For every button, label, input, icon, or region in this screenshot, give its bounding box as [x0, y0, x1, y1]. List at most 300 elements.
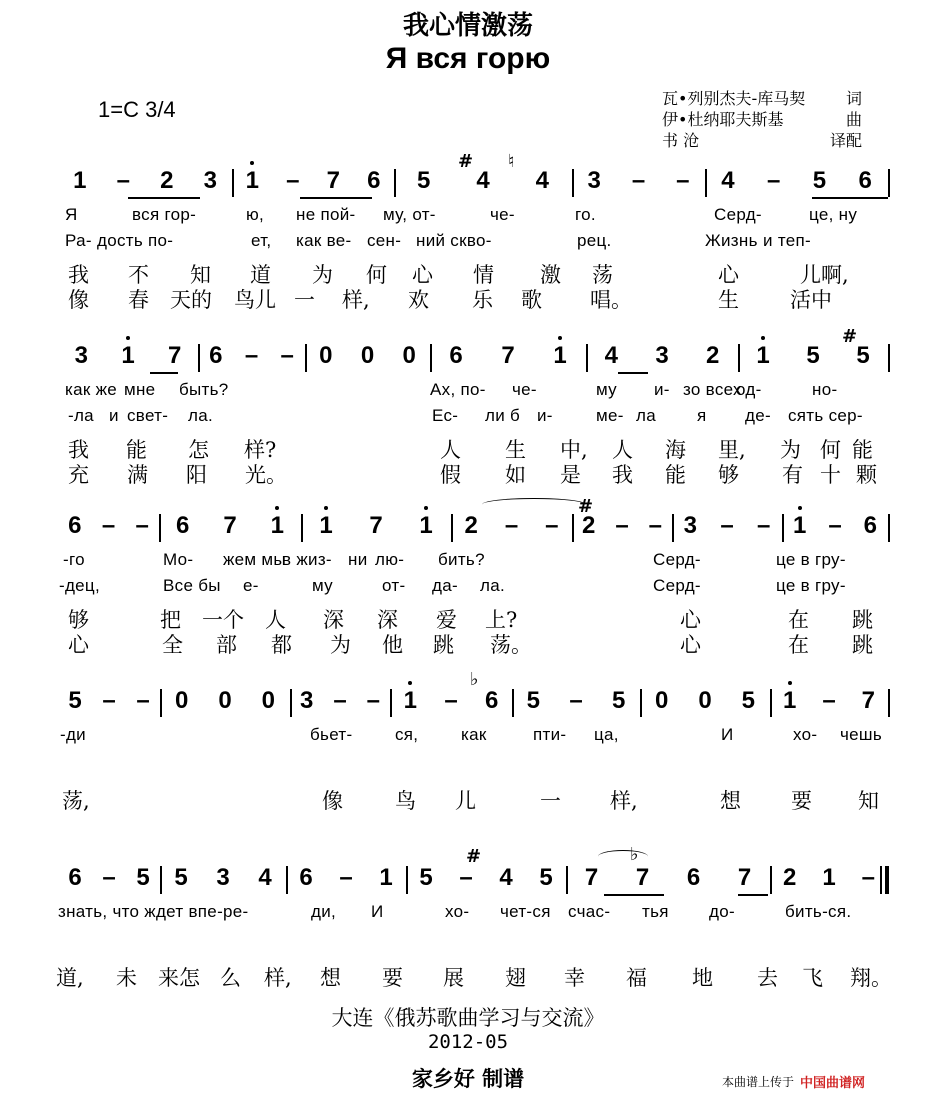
- ru2-syllable: ла.: [188, 406, 213, 425]
- note-0: 0: [654, 687, 669, 714]
- cn2-syllable: 乐: [472, 288, 493, 312]
- cn1-syllable: 生: [505, 438, 526, 462]
- watermark-logo: 中国曲谱网: [800, 1075, 866, 1090]
- note-5: 5: [741, 687, 755, 714]
- note-0: 0: [360, 342, 375, 369]
- cn1-syllable: 荡,: [62, 789, 90, 813]
- key-time-signature: 1=C 3/4: [98, 97, 176, 122]
- high-octave-dot: [558, 336, 562, 340]
- note-3: 3: [683, 512, 697, 539]
- cn1-syllable: 里,: [718, 438, 746, 462]
- cn1-syllable: 儿啊,: [800, 263, 849, 287]
- high-octave-dot: [424, 506, 428, 510]
- ru1-syllable: жем мы: [223, 550, 286, 569]
- note-1: 1: [379, 864, 393, 891]
- cn2-syllable: 心: [680, 633, 701, 657]
- cn1-syllable: 样,: [610, 789, 638, 813]
- barline: [290, 689, 292, 717]
- note-high-1: 1: [419, 512, 433, 539]
- barline: [451, 514, 453, 542]
- ru2-syllable: де-: [745, 406, 771, 425]
- ru1-syllable: ца,: [594, 725, 619, 744]
- note-5: 5: [539, 864, 553, 891]
- ru2-syllable: да-: [432, 576, 458, 595]
- eighth-underline: [604, 894, 664, 896]
- cn1-syllable: 心: [718, 263, 739, 287]
- cn1-syllable: 地: [692, 966, 713, 990]
- ru2-syllable: Все бы: [163, 576, 221, 595]
- cn2-syllable: 如: [505, 463, 526, 487]
- barline: [880, 866, 882, 894]
- ru2-syllable: ли б: [485, 406, 521, 425]
- note-7: 7: [501, 342, 515, 369]
- cn1-syllable: 去: [757, 966, 778, 990]
- barline: [888, 689, 890, 717]
- note-4: 4: [604, 342, 618, 369]
- note-6: 6: [686, 864, 701, 891]
- dash: –: [116, 167, 130, 194]
- cn1-syllable: 飞: [802, 966, 823, 990]
- cn2-syllable: 跳: [852, 633, 873, 657]
- note-0: 0: [402, 342, 416, 369]
- ru1-syllable: лю-: [375, 550, 405, 569]
- barline: [305, 344, 307, 372]
- barline: [430, 344, 432, 372]
- cn1-syllable: 道,: [56, 966, 84, 990]
- ru2-syllable: е-: [243, 576, 259, 595]
- ru1-syllable: му: [596, 380, 617, 399]
- note-4: 4: [721, 167, 735, 194]
- barline: [160, 689, 162, 717]
- ru1-syllable: це, ну: [809, 205, 858, 224]
- note-5: 5: [611, 687, 626, 714]
- cn2-syllable: 充: [68, 463, 89, 487]
- cn2-syllable: 全: [162, 633, 183, 657]
- note-6: 6: [863, 512, 877, 539]
- cn2-syllable: 像: [68, 288, 89, 312]
- note-3: 3: [587, 167, 601, 194]
- ru1-syllable: мне: [124, 380, 156, 399]
- cn1-syllable: 翔。: [850, 966, 892, 990]
- dash: –: [569, 687, 583, 714]
- ru1-syllable: Я: [65, 205, 78, 224]
- barline: [770, 689, 772, 717]
- note-4: 4: [499, 864, 513, 891]
- cn1-syllable: 样?: [244, 438, 277, 462]
- note-6: 6: [68, 512, 82, 539]
- note-6: 6: [484, 687, 499, 714]
- cn1-syllable: 中,: [560, 438, 588, 462]
- ru2-syllable: и теп-: [763, 231, 811, 250]
- note-7: 7: [326, 167, 340, 194]
- dash: –: [545, 512, 559, 539]
- note-6: 6: [449, 342, 463, 369]
- note-3: 3: [216, 864, 230, 891]
- cn1-syllable: 人: [440, 438, 461, 462]
- ru2-syllable: ет,: [251, 231, 272, 250]
- cn1-syllable: 一: [540, 789, 561, 813]
- cn1-syllable: 人: [612, 438, 633, 462]
- note-0: 0: [174, 687, 189, 714]
- note-high-1: 1: [270, 512, 284, 539]
- high-octave-dot: [788, 681, 792, 685]
- high-octave-dot: [126, 336, 130, 340]
- cn1-syllable: 我: [68, 438, 89, 462]
- note-2: 2: [581, 512, 596, 539]
- barline: [406, 866, 408, 894]
- note-3: 3: [299, 687, 314, 714]
- cn2-syllable: 歌: [521, 288, 542, 312]
- high-octave-dot: [761, 336, 765, 340]
- cn1-syllable: 够: [68, 608, 89, 632]
- ru1-syllable: -го: [63, 550, 85, 569]
- ru2-syllable: це в гру-: [776, 576, 846, 595]
- ru1-syllable: ни: [348, 550, 368, 569]
- dash: –: [861, 864, 875, 891]
- note-2: 2: [705, 342, 720, 369]
- ru2-syllable: ла.: [480, 576, 505, 595]
- ru2-syllable: и-: [537, 406, 553, 425]
- ru1-syllable: чешь: [840, 725, 883, 744]
- notes-row: [0, 862, 936, 896]
- ru1-syllable: зо всех: [683, 380, 742, 399]
- ru1-syllable: -ди: [60, 725, 86, 744]
- ru2-syllable: -дец,: [59, 576, 100, 595]
- watermark-text: 本曲谱上传于: [722, 1075, 795, 1089]
- cn1-syllable: 展: [443, 966, 464, 990]
- cn1-syllable: 深: [323, 608, 344, 632]
- cn1-syllable: 想: [320, 966, 341, 990]
- cn1-syllable: 荡: [592, 263, 613, 287]
- ru1-syllable: в жиз-: [282, 550, 332, 569]
- cn1-syllable: 深: [377, 608, 398, 632]
- cn1-syllable: 儿: [455, 789, 476, 813]
- barline: [888, 514, 890, 542]
- cn1-syllable: 要: [791, 789, 812, 813]
- dash: –: [102, 687, 116, 714]
- note-high-1: 1: [792, 512, 807, 539]
- cn2-syllable: 假: [440, 463, 461, 487]
- note-7: 7: [584, 864, 599, 891]
- note-2: 2: [782, 864, 797, 891]
- note-0: 0: [319, 342, 333, 369]
- dash: –: [504, 512, 519, 539]
- dash: –: [136, 687, 150, 714]
- note-2: 2: [160, 167, 174, 194]
- ru2-syllable: рец.: [577, 231, 612, 250]
- cn2-syllable: 在: [788, 633, 809, 657]
- barline: [572, 514, 574, 542]
- barline: [770, 866, 772, 894]
- notes-row: [0, 685, 936, 719]
- cn1-syllable: 情: [473, 263, 494, 287]
- ru2-syllable: свет-: [127, 406, 169, 425]
- ru1-syllable: че-: [490, 205, 515, 224]
- note-4: 4: [258, 864, 272, 891]
- sharp-sign: #: [458, 151, 474, 172]
- dash: –: [102, 864, 116, 891]
- watermark: [722, 1072, 865, 1091]
- cn1-syllable: 翅: [505, 966, 526, 990]
- cn1-syllable: 在: [788, 608, 809, 632]
- ru2-syllable: -ла: [68, 406, 94, 425]
- barline: [888, 344, 890, 372]
- slur-tie: [482, 498, 586, 511]
- cn2-syllable: 光。: [245, 463, 287, 487]
- cn1-syllable: 想: [720, 789, 741, 813]
- notes-row: [0, 510, 936, 544]
- barline: [394, 169, 396, 197]
- dash: –: [366, 687, 380, 714]
- ru1-syllable: хо-: [445, 902, 470, 921]
- ru1-syllable: Ах, по-: [430, 380, 486, 399]
- ru1-syllable: му, от-: [383, 205, 436, 224]
- cn1-syllable: 知: [858, 789, 879, 813]
- cn1-syllable: 激: [540, 263, 561, 287]
- natural-sign: ♮: [508, 151, 515, 172]
- credit-lyricist: 瓦•列别杰夫-库马契 词: [662, 89, 862, 108]
- cn2-syllable: 活中: [790, 288, 832, 312]
- cn2-syllable: 跳: [433, 633, 454, 657]
- cn1-syllable: 人: [265, 608, 286, 632]
- note-1: 1: [73, 167, 87, 194]
- ru1-syllable: од-: [736, 380, 762, 399]
- cn2-syllable: 唱。: [590, 288, 632, 312]
- ru1-syllable: как же: [65, 380, 118, 399]
- slur-tie: [598, 850, 648, 863]
- note-0: 0: [698, 687, 712, 714]
- sharp-sign: #: [466, 846, 482, 867]
- barline: [232, 169, 234, 197]
- ru1-syllable: И: [721, 725, 734, 744]
- cn2-syllable: 心: [68, 633, 89, 657]
- ru2-syllable: Серд-: [653, 576, 701, 595]
- note-5: 5: [812, 167, 827, 194]
- barline: [159, 514, 161, 542]
- notes-row: [0, 340, 936, 374]
- note-7: 7: [861, 687, 875, 714]
- note-6: 6: [68, 864, 82, 891]
- ru1-syllable: че-: [512, 380, 537, 399]
- note-high-1: 1: [756, 342, 770, 369]
- note-6: 6: [367, 167, 381, 194]
- ru1-syllable: ся,: [395, 725, 419, 744]
- note-6: 6: [299, 864, 313, 891]
- cn2-syllable: 鸟儿: [234, 288, 276, 312]
- cn2-syllable: 满: [127, 463, 148, 487]
- footer-maker: 家乡好 制谱: [411, 1066, 525, 1091]
- barline: [512, 689, 514, 717]
- ru2-syllable: сен-: [367, 231, 402, 250]
- ru1-syllable: Серд-: [653, 550, 701, 569]
- note-6: 6: [209, 342, 223, 369]
- cn1-syllable: 不: [128, 263, 149, 287]
- note-5: 5: [416, 167, 431, 194]
- dash: –: [615, 512, 629, 539]
- note-high-1: 1: [553, 342, 567, 369]
- credit-translator: 书 沧 译配: [662, 131, 862, 150]
- high-octave-dot: [798, 506, 802, 510]
- note-high-1: 1: [403, 687, 417, 714]
- barline: [672, 514, 674, 542]
- sharp-sign: #: [578, 496, 594, 517]
- note-high-1: 1: [121, 342, 135, 369]
- flat-sign: ♭: [470, 669, 479, 690]
- cn1-syllable: 么: [220, 966, 241, 990]
- note-3: 3: [655, 342, 669, 369]
- ru1-syllable: бить-ся.: [785, 902, 852, 921]
- cn1-syllable: 为: [780, 438, 801, 462]
- cn1-syllable: 我: [68, 263, 89, 287]
- ru2-syllable: Ра-: [65, 231, 92, 250]
- ru1-syllable: ю,: [246, 205, 265, 224]
- cn1-syllable: 何: [820, 438, 841, 462]
- cn2-syllable: 够: [718, 463, 739, 487]
- title-russian: Я вся горю: [385, 42, 551, 75]
- dash: –: [444, 687, 458, 714]
- cn2-syllable: 春: [128, 288, 149, 312]
- barline: [888, 169, 890, 197]
- note-5: 5: [526, 687, 540, 714]
- ru1-syllable: чет-ся: [500, 902, 551, 921]
- ru1-syllable: Серд-: [714, 205, 762, 224]
- cn1-syllable: 跳: [852, 608, 873, 632]
- cn2-syllable: 为: [330, 633, 351, 657]
- eighth-underline: [738, 894, 768, 896]
- dash: –: [280, 342, 294, 369]
- cn2-syllable: 部: [216, 633, 237, 657]
- final-barline: [885, 866, 889, 894]
- cn2-syllable: 能: [665, 463, 686, 487]
- dash: –: [631, 167, 646, 194]
- note-5: 5: [136, 864, 150, 891]
- ru2-syllable: от-: [382, 576, 406, 595]
- ru2-syllable: ла: [636, 406, 656, 425]
- ru2-syllable: и: [109, 406, 119, 425]
- cn2-syllable: 荡。: [490, 633, 532, 657]
- note-5: 5: [68, 687, 82, 714]
- cn2-syllable: 是: [560, 463, 581, 487]
- note-6: 6: [858, 167, 872, 194]
- cn1-syllable: 知: [190, 263, 211, 287]
- cn2-syllable: 颗: [856, 463, 877, 487]
- cn2-syllable: 都: [271, 633, 292, 657]
- flat-sign: ♭: [630, 844, 639, 865]
- note-0: 0: [261, 687, 275, 714]
- note-7: 7: [167, 342, 182, 369]
- footer-date: 2012-05: [427, 1031, 509, 1053]
- cn1-syllable: 海: [665, 438, 686, 462]
- cn2-syllable: 有: [782, 463, 803, 487]
- ru1-syllable: пти-: [533, 725, 567, 744]
- barline: [782, 514, 784, 542]
- barline: [390, 689, 392, 717]
- dash: –: [676, 167, 690, 194]
- cn1-syllable: 像: [322, 789, 343, 813]
- cn1-syllable: 幸: [564, 966, 585, 990]
- ru1-syllable: ди,: [311, 902, 337, 921]
- ru1-syllable: быть?: [179, 380, 229, 399]
- cn1-syllable: 心: [680, 608, 701, 632]
- dash: –: [828, 512, 842, 539]
- dash: –: [766, 167, 781, 194]
- eighth-underline: [300, 197, 372, 199]
- cn1-syllable: 未: [116, 966, 137, 990]
- ru1-syllable: Мо-: [163, 550, 194, 569]
- dash: –: [339, 864, 353, 891]
- ru2-syllable: как ве-: [296, 231, 352, 250]
- ru2-syllable: я: [697, 406, 707, 425]
- ru1-syllable: как: [461, 725, 487, 744]
- note-7: 7: [369, 512, 383, 539]
- ru2-syllable: Жизнь: [705, 231, 758, 250]
- note-2: 2: [464, 512, 478, 539]
- note-6: 6: [175, 512, 190, 539]
- dash: –: [135, 512, 149, 539]
- dash: –: [648, 512, 662, 539]
- barline: [572, 169, 574, 197]
- cn1-syllable: 道: [250, 263, 271, 287]
- dash: –: [720, 512, 734, 539]
- ru2-syllable: му: [312, 576, 333, 595]
- cn2-syllable: 一: [294, 288, 315, 312]
- barline: [198, 344, 200, 372]
- cn1-syllable: 爱: [436, 608, 457, 632]
- ru1-syllable: бьет-: [310, 725, 353, 744]
- eighth-underline: [150, 372, 178, 374]
- barline: [738, 344, 740, 372]
- ru2-syllable: сять сер-: [788, 406, 863, 425]
- note-3: 3: [203, 167, 217, 194]
- cn1-syllable: 能: [852, 438, 873, 462]
- note-4: 4: [535, 167, 549, 194]
- barline: [586, 344, 588, 372]
- note-5: 5: [174, 864, 188, 891]
- high-octave-dot: [324, 506, 328, 510]
- ru1-syllable: вся гор-: [132, 205, 197, 224]
- note-high-1: 1: [245, 167, 259, 194]
- cn2-syllable: 天的: [170, 288, 212, 312]
- cn1-syllable: 来怎: [158, 966, 200, 990]
- ru1-syllable: знать, что ждет впе-ре-: [58, 902, 249, 921]
- cn1-syllable: 福: [626, 966, 647, 990]
- cn1-syllable: 为: [312, 263, 333, 287]
- cn1-syllable: 能: [126, 438, 147, 462]
- note-7: 7: [737, 864, 752, 891]
- ru1-syllable: це в гру-: [776, 550, 846, 569]
- dash: –: [756, 512, 771, 539]
- dash: –: [101, 512, 116, 539]
- dash: –: [286, 167, 300, 194]
- note-high-1: 1: [319, 512, 333, 539]
- ru1-syllable: но-: [812, 380, 838, 399]
- title-chinese: 我心情激荡: [402, 11, 533, 41]
- note-1: 1: [822, 864, 836, 891]
- eighth-underline: [128, 197, 200, 199]
- barline: [301, 514, 303, 542]
- note-5: 5: [856, 342, 870, 369]
- ru1-syllable: не пой-: [296, 205, 356, 224]
- cn1-syllable: 上?: [485, 608, 518, 632]
- ru2-syllable: дость по-: [97, 231, 174, 250]
- barline: [286, 866, 288, 894]
- cn1-syllable: 怎: [188, 438, 209, 462]
- cn1-syllable: 鸟: [395, 789, 416, 813]
- dash: –: [459, 864, 473, 891]
- cn2-syllable: 生: [718, 288, 739, 312]
- note-5: 5: [806, 342, 820, 369]
- cn2-syllable: 阳: [186, 463, 207, 487]
